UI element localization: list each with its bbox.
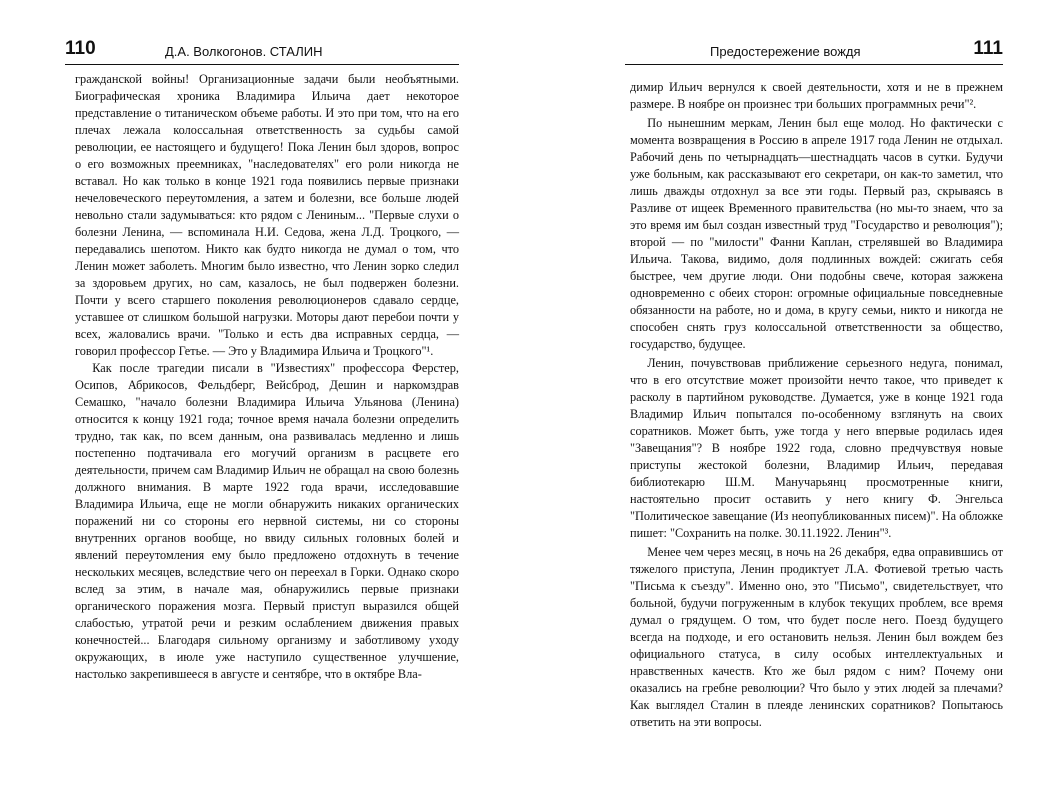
right-page-header <box>625 38 1003 65</box>
left-page-body <box>75 71 459 683</box>
right-paragraph-2: По нынешним меркам, Ленин был еще молод. Но фактически с момента возвращения в Россию в апреле 1917 года Ленин не отдыхал. Рабочий день по четырнадцать—шестнадцать часов в сутки. Будучи уже больным, как рассказывают его секретари, он как-то заметил, что лишь дважды отдохнул за все эти годы. Первый раз, скрываясь в Разливе от ищеек Временного правительства (но мы-то знаем, что за это время им был создан известный труд "Государство и революция"); второй — по "милости" Фанни Каплан, стрелявшей во Владимира Ильича. Такова, видимо, доля подлинных вождей: сжигать себя быстрее, чем другие люди. Они подобны свече, которая зажжена одновременно с обеих сторон: огромные официальные повседневные обязанности на работе, но и дома, в кругу семьи, никто и никогда не способен снять груз колоссальной ответственности за общество, государство, будущее. <box>630 116 1003 351</box>
left-page-number: 110 <box>65 38 96 59</box>
right-paragraph-4: Менее чем через месяц, в ночь на 26 декабря, едва оправившись от тяжелого приступа, Ленин продиктует Л.А. Фотиевой третью часть "Письма к съезду". Именно оно, это "Письмо", свидетельствует, что больной, будучи погруженным в клубок текущих проблем, все время думал о грядущем. О том, что будет после него. Поезд будущего всегда на подходе, и его остановить нельзя. Ленин был вождем без официального статуса, в силу особых интеллектуальных и нравственных качеств. Кто же был рядом с ним? Почему они оказались на гребне революции? Что было у этих людей за плечами? Как выглядел Сталин в плеяде ленинских соратников? Попытаюсь ответить на эти вопросы. <box>630 545 1003 729</box>
right-running-head: Предостережение вождя <box>710 44 861 59</box>
left-running-head: Д.А. Волкогонов. СТАЛИН <box>165 44 323 59</box>
left-page-header <box>65 38 459 65</box>
right-page-body <box>630 79 1003 731</box>
right-paragraph-3: Ленин, почувствовав приближение серьезного недуга, понимал, что в его отсутствие может произойти нечто такое, что приведет к расколу в партийном руководстве. Думается, уже в конце 1921 года Владимир Ильич попытался по-особенному взглянуть на своих соратников. Может быть, уже тогда у него впервые родилась идея "Завещания"? В ноябре 1922 года, словно предчувствуя новые приступы жестокой болезни, Владимир Ильич, передавая библиотекарю Ш.М. Манучарьянц просмотренные книги, настоятельно просит оставить у него книгу Ф. Энгельса "Политическое завещание (Из неопубликованных писем)". На обложке пишет: "Сохранить на полке. 30.11.1922. Ленин"³. <box>630 356 1003 540</box>
left-paragraph-2: Как после трагедии писали в "Известиях" профессора Ферстер, Осипов, Абрикосов, Фельдберг, Вейсброд, Дешин и наркомздрав Семашко, "начало болезни Владимира Ильича Ульянова (Ленина) относится к концу 1921 года; точное время начала болезни определить трудно, так как, по всем данным, она развивалась медленно и лишь постепенно подтачивала его могучий организм в расцвете его деятельности, причем сам Владимир Ильич не обращал на свою болезнь должного внимания. В марте 1922 года врачи, исследовавшие Владимира Ильича, еще не могли обнаружить никаких органических поражений ни со стороны его нервной системы, ни со стороны внутренних органов вообще, но ввиду сильных головных болей и явлений переутомления ему было предложено отдохнуть в течение нескольких месяцев, вследствие чего он переехал в Горки. Однако скоро вслед за этим, в начале мая, обнаружились первые признаки органического поражения мозга. Первый приступ выразился общей слабостью, утратой речи и резким ослаблением движения правых конечностей... Благодаря сильному организму и заботливому уходу окружающих, в июле уже наступило существенное улучшение, настолько закрепившееся в августе и сентябре, что в октябре Вла- <box>75 361 459 681</box>
right-page-number: 111 <box>973 38 1003 59</box>
right-page <box>530 0 1059 800</box>
left-paragraph-1: гражданской войны! Организационные задачи были необъятными. Биографическая хроника Владимира Ильича дает некоторое представление о титаническом объеме работы. И это при том, что на его плечах лежала колоссальная ответственность за судьбы самой революции, ее настоящего и будущего! Пока Ленин был здоров, вопрос о его возможных преемниках, "наследователях" его роли никогда не вставал. Но как только в конце 1921 года появились первые признаки нечеловеческого переутомления, а затем и болезни, все больше людей невольно стали задумываться: кто рядом с Лениным... "Первые слухи о болезни Ленина, — вспоминала Н.И. Седова, жена Л.Д. Троцкого, — передавались шепотом. Никто как будто никогда не думал о том, что Ленин может заболеть. Многим было известно, что Ленин зорко следил за здоровьем других, но сам, казалось, не был подвержен болезни. Почти у всего старшего поколения революционеров сдавало сердце, уставшее от слишком большой нагрузки. Моторы дают перебои почти у всех, жаловались врачи. "Только и есть два исправных сердца, — говорил профессор Гетье. — Это у Владимира Ильича и Троцкого"¹. <box>75 72 459 358</box>
right-paragraph-1: димир Ильич вернулся к своей деятельности, хотя и не в прежнем размере. В ноябре он произнес три больших программных речи"². <box>630 80 1003 111</box>
